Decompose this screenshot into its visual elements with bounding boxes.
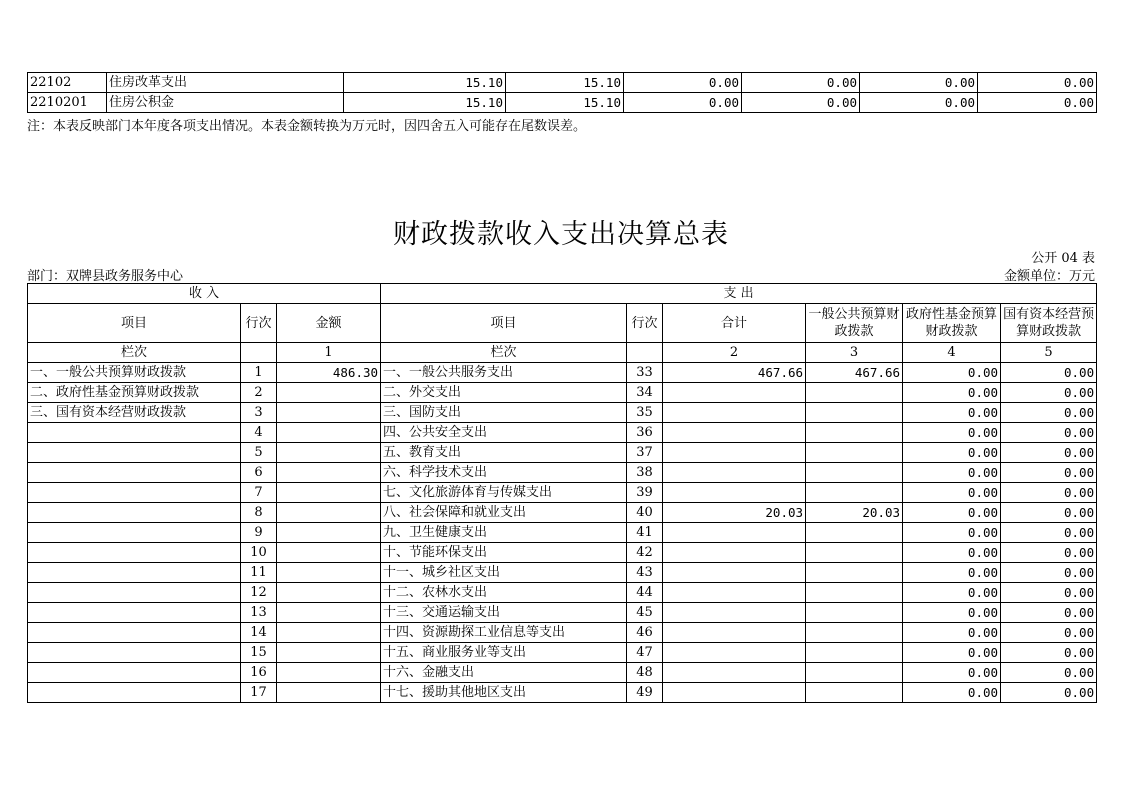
expense-item: 十、节能环保支出	[381, 543, 627, 563]
state-capital-amount: 0.00	[1001, 583, 1097, 603]
income-amount	[277, 383, 381, 403]
state-capital-amount: 0.00	[1001, 523, 1097, 543]
state-capital-amount: 0.00	[1001, 383, 1097, 403]
total-amount: 467.66	[663, 363, 806, 383]
row-name: 住房改革支出	[107, 73, 344, 93]
income-line-no: 2	[241, 383, 277, 403]
general-budget-amount	[806, 603, 903, 623]
state-capital-amount: 0.00	[1001, 363, 1097, 383]
income-item	[28, 523, 241, 543]
header-row-sections	[28, 284, 1097, 304]
table-row	[28, 483, 1097, 503]
state-capital-amount: 0.00	[1001, 623, 1097, 643]
table-row	[28, 403, 1097, 423]
fund-budget-amount: 0.00	[903, 623, 1001, 643]
total-amount	[663, 663, 806, 683]
income-line-no: 13	[241, 603, 277, 623]
expense-item: 十二、农林水支出	[381, 583, 627, 603]
expense-line-no: 48	[627, 663, 663, 683]
state-capital-amount: 0.00	[1001, 443, 1097, 463]
col-label: 栏次	[28, 343, 241, 363]
income-item	[28, 663, 241, 683]
table-row	[28, 93, 1097, 113]
state-capital-amount: 0.00	[1001, 503, 1097, 523]
expense-line-no: 47	[627, 643, 663, 663]
total-amount	[663, 603, 806, 623]
expense-item: 八、社会保障和就业支出	[381, 503, 627, 523]
expense-line-no: 33	[627, 363, 663, 383]
general-budget-amount	[806, 463, 903, 483]
general-budget-amount	[806, 523, 903, 543]
income-item	[28, 463, 241, 483]
general-budget-amount	[806, 623, 903, 643]
row-code: 22102	[28, 73, 107, 93]
income-line-no: 12	[241, 583, 277, 603]
expense-item: 十五、商业服务业等支出	[381, 643, 627, 663]
expense-item: 六、科学技术支出	[381, 463, 627, 483]
row-value: 0.00	[978, 93, 1097, 113]
income-item-header: 项目	[28, 304, 241, 343]
income-line-no: 17	[241, 683, 277, 703]
income-amount	[277, 543, 381, 563]
expense-line-no: 37	[627, 443, 663, 463]
table-row	[28, 423, 1097, 443]
expense-item: 四、公共安全支出	[381, 423, 627, 443]
fund-budget-amount: 0.00	[903, 643, 1001, 663]
income-item	[28, 583, 241, 603]
expense-item: 九、卫生健康支出	[381, 523, 627, 543]
income-item	[28, 563, 241, 583]
income-line-no: 15	[241, 643, 277, 663]
table-row	[28, 603, 1097, 623]
header-row-columns	[28, 304, 1097, 343]
income-item	[28, 443, 241, 463]
fund-budget-amount: 0.00	[903, 363, 1001, 383]
expense-item: 二、外交支出	[381, 383, 627, 403]
general-budget-amount: 20.03	[806, 503, 903, 523]
income-line-no: 14	[241, 623, 277, 643]
income-amount	[277, 583, 381, 603]
income-item	[28, 683, 241, 703]
header-row-index	[28, 343, 1097, 363]
state-capital-amount: 0.00	[1001, 563, 1097, 583]
general-budget-amount	[806, 583, 903, 603]
general-budget-amount	[806, 663, 903, 683]
general-budget-amount	[806, 383, 903, 403]
expense-line-no: 39	[627, 483, 663, 503]
expense-line-no: 44	[627, 583, 663, 603]
income-amount	[277, 643, 381, 663]
income-amount	[277, 563, 381, 583]
table-row	[28, 583, 1097, 603]
total-amount	[663, 583, 806, 603]
general-budget-amount	[806, 483, 903, 503]
expense-line-no: 42	[627, 543, 663, 563]
income-amount	[277, 483, 381, 503]
income-item	[28, 423, 241, 443]
table-row	[28, 443, 1097, 463]
expense-line-header: 行次	[627, 304, 663, 343]
row-value: 0.00	[860, 73, 978, 93]
income-item	[28, 543, 241, 563]
col-index: 1	[277, 343, 381, 363]
expense-line-no: 46	[627, 623, 663, 643]
row-value: 0.00	[742, 93, 860, 113]
expense-line-no: 35	[627, 403, 663, 423]
fund-budget-amount: 0.00	[903, 483, 1001, 503]
total-amount	[663, 463, 806, 483]
expense-item: 十四、资源勘探工业信息等支出	[381, 623, 627, 643]
row-value: 15.10	[344, 93, 506, 113]
fund-budget-amount: 0.00	[903, 683, 1001, 703]
state-capital-amount: 0.00	[1001, 683, 1097, 703]
income-line-no: 3	[241, 403, 277, 423]
row-value: 15.10	[344, 73, 506, 93]
table-note: 注：本表反映部门本年度各项支出情况。本表金额转换为万元时，因四舍五入可能存在尾数误差。	[27, 119, 587, 134]
col-index: 2	[663, 343, 806, 363]
general-budget-amount	[806, 543, 903, 563]
fund-budget-amount: 0.00	[903, 583, 1001, 603]
table-row	[28, 563, 1097, 583]
total-amount	[663, 383, 806, 403]
expense-line-no: 41	[627, 523, 663, 543]
table-row	[28, 523, 1097, 543]
state-capital-amount: 0.00	[1001, 403, 1097, 423]
expense-item: 十三、交通运输支出	[381, 603, 627, 623]
expense-item-header: 项目	[381, 304, 627, 343]
income-line-no: 5	[241, 443, 277, 463]
total-amount	[663, 643, 806, 663]
row-value: 15.10	[506, 93, 624, 113]
budget-rows	[28, 363, 1097, 703]
expense-line-no: 34	[627, 383, 663, 403]
general-budget-amount	[806, 643, 903, 663]
income-amount	[277, 463, 381, 483]
general-budget-header: 一般公共预算财政拨款	[806, 304, 903, 343]
expense-line-no: 36	[627, 423, 663, 443]
expense-line-no: 38	[627, 463, 663, 483]
fund-budget-amount: 0.00	[903, 423, 1001, 443]
expense-item: 七、文化旅游体育与传媒支出	[381, 483, 627, 503]
expense-item: 十六、金融支出	[381, 663, 627, 683]
fund-budget-amount: 0.00	[903, 523, 1001, 543]
state-capital-amount: 0.00	[1001, 543, 1097, 563]
expense-item: 十七、援助其他地区支出	[381, 683, 627, 703]
table-row	[28, 643, 1097, 663]
expense-detail-table	[27, 72, 1097, 113]
fund-budget-amount: 0.00	[903, 443, 1001, 463]
income-amount	[277, 443, 381, 463]
row-value: 0.00	[860, 93, 978, 113]
total-amount	[663, 543, 806, 563]
income-line-no: 4	[241, 423, 277, 443]
form-code: 公开 04 表	[1031, 251, 1095, 266]
total-amount	[663, 563, 806, 583]
budget-summary-table	[27, 283, 1097, 703]
total-amount	[663, 683, 806, 703]
state-capital-header: 国有资本经营预算财政拨款	[1001, 304, 1097, 343]
expense-line-no: 40	[627, 503, 663, 523]
total-amount	[663, 443, 806, 463]
row-code: 2210201	[28, 93, 107, 113]
table-row	[28, 463, 1097, 483]
income-amount	[277, 683, 381, 703]
expense-item: 五、教育支出	[381, 443, 627, 463]
expense-line-no: 45	[627, 603, 663, 623]
fund-budget-amount: 0.00	[903, 403, 1001, 423]
expense-line-no: 43	[627, 563, 663, 583]
income-line-header: 行次	[241, 304, 277, 343]
income-line-no: 1	[241, 363, 277, 383]
general-budget-amount: 467.66	[806, 363, 903, 383]
total-amount	[663, 423, 806, 443]
fund-budget-amount: 0.00	[903, 563, 1001, 583]
total-amount	[663, 483, 806, 503]
state-capital-amount: 0.00	[1001, 643, 1097, 663]
fund-budget-amount: 0.00	[903, 543, 1001, 563]
general-budget-amount	[806, 403, 903, 423]
table-row	[28, 663, 1097, 683]
general-budget-amount	[806, 683, 903, 703]
col-index: 3	[806, 343, 903, 363]
income-item: 三、国有资本经营财政拨款	[28, 403, 241, 423]
row-value: 0.00	[624, 73, 742, 93]
row-name: 住房公积金	[107, 93, 344, 113]
income-item: 一、一般公共预算财政拨款	[28, 363, 241, 383]
unit-label: 金额单位：万元	[1003, 269, 1095, 284]
income-line-no: 6	[241, 463, 277, 483]
income-line-no: 16	[241, 663, 277, 683]
total-header: 合计	[663, 304, 806, 343]
expense-header: 支 出	[381, 284, 1097, 304]
fund-budget-amount: 0.00	[903, 503, 1001, 523]
page-title: 财政拨款收入支出决算总表	[393, 219, 729, 250]
total-amount	[663, 623, 806, 643]
row-value: 0.00	[742, 73, 860, 93]
income-amount	[277, 603, 381, 623]
income-amount	[277, 403, 381, 423]
income-amount	[277, 503, 381, 523]
table-row	[28, 683, 1097, 703]
income-item	[28, 623, 241, 643]
income-amount	[277, 523, 381, 543]
income-line-no: 9	[241, 523, 277, 543]
col-index: 4	[903, 343, 1001, 363]
income-item	[28, 643, 241, 663]
row-value: 0.00	[624, 93, 742, 113]
income-amount	[277, 663, 381, 683]
total-amount	[663, 403, 806, 423]
income-amount: 486.30	[277, 363, 381, 383]
general-budget-amount	[806, 443, 903, 463]
income-amount	[277, 423, 381, 443]
fund-budget-amount: 0.00	[903, 463, 1001, 483]
state-capital-amount: 0.00	[1001, 483, 1097, 503]
income-header: 收 入	[28, 284, 381, 304]
fund-budget-amount: 0.00	[903, 663, 1001, 683]
expense-item: 十一、城乡社区支出	[381, 563, 627, 583]
expense-line-no: 49	[627, 683, 663, 703]
income-item: 二、政府性基金预算财政拨款	[28, 383, 241, 403]
col-label: 栏次	[381, 343, 627, 363]
income-line-no: 7	[241, 483, 277, 503]
state-capital-amount: 0.00	[1001, 663, 1097, 683]
income-line-no: 8	[241, 503, 277, 523]
income-item	[28, 503, 241, 523]
income-item	[28, 603, 241, 623]
col-index: 5	[1001, 343, 1097, 363]
fund-budget-header: 政府性基金预算财政拨款	[903, 304, 1001, 343]
general-budget-amount	[806, 423, 903, 443]
total-amount: 20.03	[663, 503, 806, 523]
fund-budget-amount: 0.00	[903, 383, 1001, 403]
table-row	[28, 623, 1097, 643]
table-row	[28, 503, 1097, 523]
fund-budget-amount: 0.00	[903, 603, 1001, 623]
general-budget-amount	[806, 563, 903, 583]
table-row	[28, 73, 1097, 93]
expense-item: 三、国防支出	[381, 403, 627, 423]
state-capital-amount: 0.00	[1001, 603, 1097, 623]
state-capital-amount: 0.00	[1001, 463, 1097, 483]
table-row	[28, 543, 1097, 563]
total-amount	[663, 523, 806, 543]
income-line-no: 11	[241, 563, 277, 583]
table-row	[28, 363, 1097, 383]
table-row	[28, 383, 1097, 403]
income-amount	[277, 623, 381, 643]
income-line-no: 10	[241, 543, 277, 563]
income-amount-header: 金额	[277, 304, 381, 343]
income-item	[28, 483, 241, 503]
state-capital-amount: 0.00	[1001, 423, 1097, 443]
expense-item: 一、一般公共服务支出	[381, 363, 627, 383]
row-value: 15.10	[506, 73, 624, 93]
row-value: 0.00	[978, 73, 1097, 93]
department-label: 部门：双牌县政务服务中心	[27, 269, 184, 284]
